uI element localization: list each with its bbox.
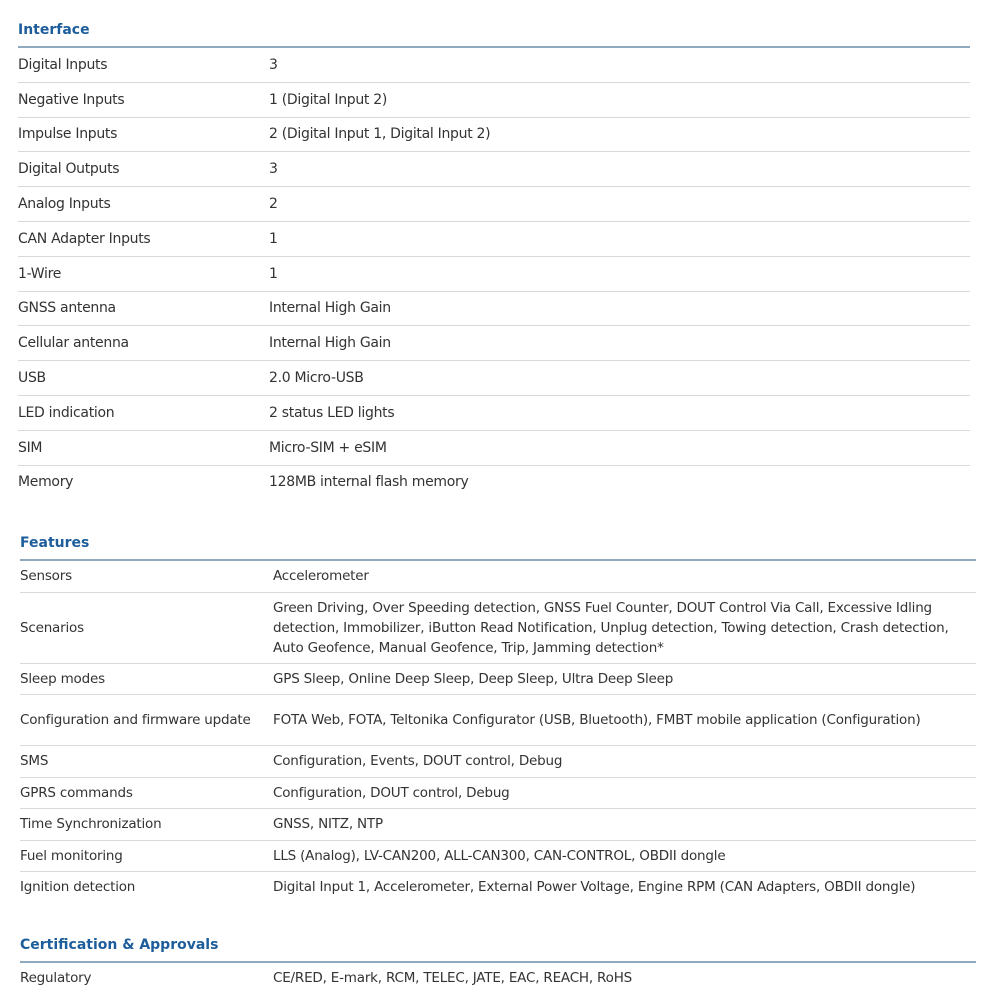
interface-section [18, 20, 970, 499]
spec-value: Micro-SIM + eSIM [269, 439, 387, 456]
table-row [20, 746, 976, 778]
spec-label: Fuel monitoring [20, 847, 123, 864]
spec-label: SIM [18, 439, 43, 456]
spec-label: Memory [18, 474, 74, 491]
section-title: Certification & Approvals [20, 937, 219, 953]
table-row [18, 82, 970, 117]
spec-value: 128MB internal flash memory [269, 474, 469, 491]
table-row [18, 430, 970, 465]
features-section [20, 533, 976, 903]
table-row [20, 592, 976, 663]
table-row [18, 221, 970, 256]
certification-section [20, 935, 976, 993]
spec-value: 1 [269, 265, 278, 282]
spec-value: 2.0 Micro-USB [269, 370, 364, 387]
spec-label: GPRS commands [20, 784, 133, 801]
table-row [20, 963, 976, 993]
table-row [20, 663, 976, 695]
table-row [18, 465, 970, 499]
spec-label: Regulatory [20, 970, 92, 986]
table-row [18, 395, 970, 430]
spec-label: USB [18, 370, 46, 387]
spec-value: 2 status LED lights [269, 404, 395, 421]
spec-label: Sleep modes [20, 670, 105, 687]
spec-value: Configuration, DOUT control, Debug [273, 784, 510, 801]
section-title: Features [20, 535, 90, 551]
spec-value: 2 (Digital Input 1, Digital Input 2) [269, 126, 491, 143]
table-row [18, 326, 970, 361]
spec-label: LED indication [18, 404, 115, 421]
table-row [18, 48, 970, 82]
spec-value: 3 [269, 161, 278, 178]
spec-label: Time Synchronization [20, 816, 162, 833]
spec-value: Configuration, Events, DOUT control, Debug [273, 753, 563, 770]
spec-label: Analog Inputs [18, 196, 111, 213]
table-row [18, 291, 970, 326]
spec-label: Impulse Inputs [18, 126, 118, 143]
features-spec-table [20, 561, 976, 903]
table-row [18, 152, 970, 187]
spec-label: Digital Outputs [18, 161, 120, 178]
table-row [20, 872, 976, 903]
spec-label: CAN Adapter Inputs [18, 230, 151, 247]
table-row [20, 695, 976, 746]
spec-label: Negative Inputs [18, 91, 125, 108]
spec-label: Sensors [20, 568, 72, 585]
section-title: Interface [18, 22, 90, 38]
spec-label: GNSS antenna [18, 300, 116, 317]
spec-value: 2 [269, 196, 278, 213]
spec-value: LLS (Analog), LV-CAN200, ALL-CAN300, CAN-CONTROL, OBDII dongle [273, 847, 726, 864]
spec-label: Cellular antenna [18, 335, 129, 352]
spec-label: Configuration and firmware update [20, 712, 251, 728]
spec-label: Ignition detection [20, 879, 136, 896]
spec-label: SMS [20, 753, 49, 770]
spec-label: 1-Wire [18, 265, 62, 282]
table-row [20, 777, 976, 809]
table-row [20, 809, 976, 841]
spec-value: FOTA Web, FOTA, Teltonika Configurator (USB, Bluetooth), FMBT mobile application (Configuration) [273, 712, 921, 728]
spec-value: Digital Input 1, Accelerometer, External Power Voltage, Engine RPM (CAN Adapters, OBDII dongle) [273, 879, 916, 896]
spec-value: GPS Sleep, Online Deep Sleep, Deep Sleep, Ultra Deep Sleep [273, 670, 674, 687]
table-row [18, 117, 970, 152]
certification-spec-table [20, 963, 976, 993]
spec-label: Digital Inputs [18, 56, 108, 73]
table-row [18, 187, 970, 222]
spec-label: Scenarios [20, 619, 84, 636]
spec-value: CE/RED, E-mark, RCM, TELEC, JATE, EAC, REACH, RoHS [273, 970, 633, 986]
interface-spec-table [18, 48, 970, 499]
spec-value: 1 [269, 230, 278, 247]
table-row [18, 361, 970, 396]
spec-value: Internal High Gain [269, 335, 391, 352]
table-row [18, 256, 970, 291]
spec-value: Accelerometer [273, 568, 369, 585]
table-row [20, 840, 976, 872]
spec-value: Green Driving, Over Speeding detection, GNSS Fuel Counter, DOUT Control Via Call, Excessive Idling detection, Immobilizer, iButton Read Notification, Unplug detection, Towing detection, Crash detection, Auto Geofence, Manual Geofence, Trip, Jamming detection* [273, 599, 949, 656]
table-row [20, 561, 976, 592]
spec-value: GNSS, NITZ, NTP [273, 816, 383, 833]
spec-value: 3 [269, 56, 278, 73]
spec-value: Internal High Gain [269, 300, 391, 317]
spec-value: 1 (Digital Input 2) [269, 91, 388, 108]
